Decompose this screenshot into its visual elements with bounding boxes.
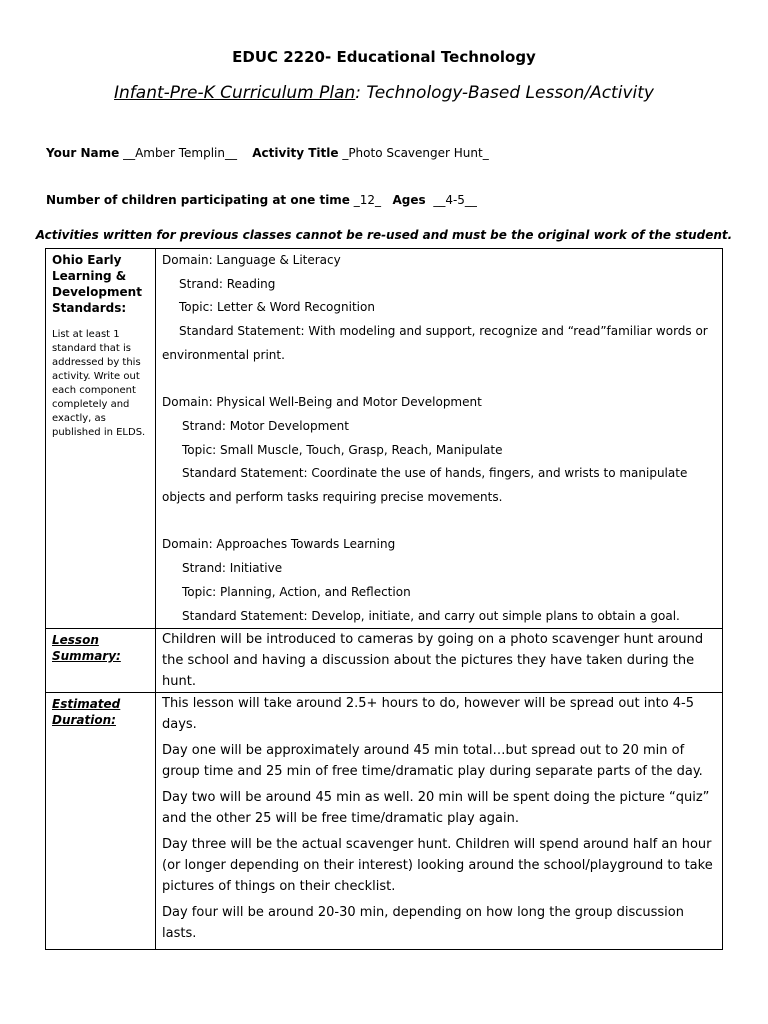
standard-statement: Standard Statement: With modeling and support, recognize and “read”familiar words or <box>179 324 708 339</box>
standard-strand: Strand: Motor Development <box>182 418 349 433</box>
standard-strand: Strand: Initiative <box>182 561 283 576</box>
summary-content-cell <box>156 629 723 693</box>
standard-statement: Standard Statement: Coordinate the use of hands, fingers, and wrists to manipulate <box>182 466 688 481</box>
children-value: _12_ <box>353 193 382 207</box>
standard-domain: Domain: Physical Well-Being and Motor Development <box>162 395 482 410</box>
standard-topic: Topic: Letter & Word Recognition <box>179 300 375 315</box>
standard-domain: Domain: Approaches Towards Learning <box>162 537 396 552</box>
duration-paragraph: Day one will be approximately around 45 min total…but spread out to 20 min of group time and 25 min of free time/dramatic play during separate parts of the day. <box>162 743 703 780</box>
ages-label: Ages <box>392 193 426 207</box>
standard-strand: Strand: Reading <box>179 276 276 291</box>
summary-label-cell <box>46 629 156 693</box>
standard-topic: Topic: Small Muscle, Touch, Grasp, Reach, Manipulate <box>182 442 503 457</box>
name-value: __Amber Templin__ <box>123 146 237 160</box>
children-label: Number of children participating at one time <box>46 193 350 207</box>
duration-paragraph: This lesson will take around 2.5+ hours to do, however will be spread out into 4-5 days. <box>162 696 695 733</box>
subtitle-colon: : <box>355 83 361 103</box>
duration-label-cell <box>46 693 156 950</box>
subtitle-rest: Technology-Based Lesson/Activity <box>361 83 654 103</box>
duration-paragraph: Day three will be the actual scavenger hunt. Children will spend around half an hour (or longer depending on their interest) looking around the school/playground to take pictures of things on their checklist. <box>162 837 713 895</box>
children-ages-line <box>46 193 477 207</box>
curriculum-table <box>45 248 723 950</box>
standard-statement: Standard Statement: Develop, initiate, and carry out simple plans to obtain a goal. <box>182 608 680 623</box>
standard-statement-cont: objects and perform tasks requiring precise movements. <box>162 490 503 505</box>
lesson-summary-heading: Lesson Summary: <box>52 633 121 664</box>
course-title: EDUC 2220- Educational Technology <box>232 48 536 66</box>
standard-spacer <box>162 510 716 534</box>
standards-row <box>46 249 723 629</box>
name-activity-line <box>46 146 489 160</box>
subtitle-underlined: Infant-Pre-K Curriculum Plan <box>114 83 356 103</box>
standards-heading: Ohio Early Learning & Development Standards: <box>52 253 142 315</box>
standards-instructions: List at least 1 standard that is addressed by this activity. Write out each component completely and exactly, as published in ELDS. <box>52 329 146 438</box>
activity-title-value: _Photo Scavenger Hunt_ <box>342 146 489 160</box>
standard-spacer <box>162 368 716 392</box>
duration-row <box>46 693 723 950</box>
plan-subtitle <box>0 83 768 103</box>
duration-paragraph: Day four will be around 20-30 min, depending on how long the group discussion lasts. <box>162 905 684 942</box>
standards-label-cell <box>46 249 156 629</box>
ages-value: __4-5__ <box>433 193 477 207</box>
estimated-duration-heading: Estimated Duration: <box>52 697 121 728</box>
originality-notice: Activities written for previous classes cannot be re-used and must be the original work of the student. <box>35 228 733 242</box>
standard-domain: Domain: Language & Literacy <box>162 253 341 267</box>
standards-content-cell <box>156 249 723 629</box>
duration-content-cell <box>156 693 723 950</box>
summary-row <box>46 629 723 693</box>
activity-title-label: Activity Title <box>252 146 339 160</box>
standard-statement-cont: environmental print. <box>162 347 285 362</box>
name-label: Your Name <box>46 146 120 160</box>
duration-paragraph: Day two will be around 45 min as well. 20 min will be spent doing the picture “quiz” and the other 25 will be free time/dramatic play again. <box>162 790 710 827</box>
lesson-summary-text: Children will be introduced to cameras by going on a photo scavenger hunt around the school and having a discussion about the pictures they have taken during the hunt. <box>162 632 704 690</box>
standard-topic: Topic: Planning, Action, and Reflection <box>182 584 411 599</box>
